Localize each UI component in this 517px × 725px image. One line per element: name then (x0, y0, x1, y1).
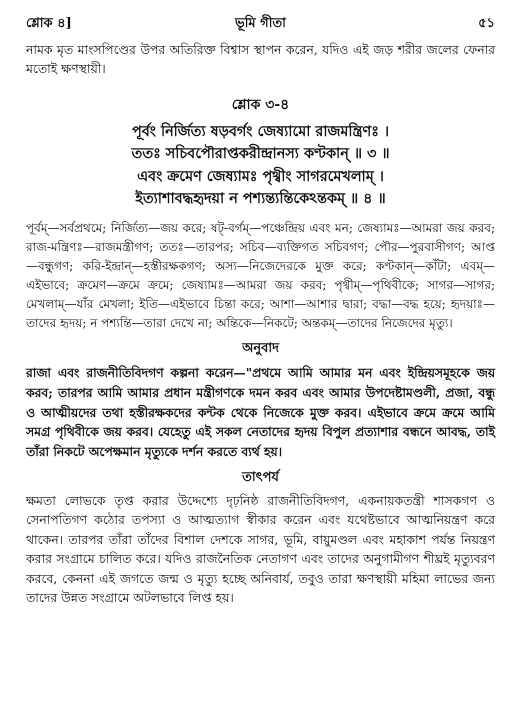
intro-paragraph: নামক মৃত মাংসপিণ্ডের উপর অতিরিক্ত বিশ্বাস স্থাপন করেন, যদিও এই জড় শরীর জলের ফেনার মতোই ক্ষণস্থায়ী। (26, 42, 495, 77)
sanskrit-verse (26, 121, 495, 211)
synonyms-paragraph: পূর্বম্—সর্বপ্রথমে; নির্জিত্য—জয় করে; ষট্-বর্গম্—পঞ্চেন্দ্রিয় এবং মন; জেষ্যামঃ—আমরা জয় করব; রাজ-মন্ত্রিণঃ—রাজমন্ত্রীগণ; ততঃ—তারপর; সচিব—ব্যক্তিগত সচিবগণ; পৌর—পুরবাসীগণ; আপ্ত—বন্ধুগণ; করি-ইন্দ্রান্—হস্তীরক্ষকগণ; অস্য—নিজেদেরকে মুক্ত করে; কণ্টকান্—কাঁটা; এবম্—এইভাবে; ক্রমেণ—ক্রমে ক্রমে; জেষ্যামঃ—আমরা জয় করব; পৃথ্বীম্—পৃথিবীকে; সাগর—সাগর; মেখলাম্—যাঁর মেখলা; ইতি—এইভাবে চিন্তা করে; আশা—আশার দ্বারা; বদ্ধা—বদ্ধ হয়ে; হৃদয়াঃ—তাদের হৃদয়; ন পশ্যন্তি—তারা দেখে না; অন্তিকে—নিকটে; অন্তকম্—তাদের নিজেদের মৃত্যু। (26, 220, 495, 331)
header-chapter-title: ভূমি গীতা (235, 16, 286, 31)
verse-line: এবং ক্রমেণ জেষ্যামঃ পৃথ্বীং সাগরমেখলাম্ । (137, 167, 384, 185)
translation-heading: অনুবাদ (242, 341, 279, 357)
header-verse-reference: শ্লোক ৪] (26, 16, 72, 31)
verse-title: শ্লোক ৩-৪ (231, 96, 290, 113)
page-header (26, 6, 495, 30)
verse-line: পূর্বং নির্জিত্য ষড়বর্গং জেষ্যামো রাজমন্ত্রিণঃ । (131, 122, 390, 140)
header-page-number: ৫১ (478, 16, 495, 31)
purport-paragraph: ক্ষমতা লোভকে তৃপ্ত করার উদ্দেশ্যে দৃঢ়নিষ্ঠ রাজনীতিবিদগণ, একনায়কতন্ত্রী শাসকগণ ও সেনাপতিগণ কঠোর তপস্যা ও আত্মত্যাগ স্বীকার করেন এবং যথেষ্টভাবে আত্মনিয়ন্ত্রণ করে থাকেন। তারপর তাঁরা তাঁদের বিশাল দেশকে সাগর, ভূমি, বায়ুমণ্ডল এবং মহাকাশ পর্যন্ত নিয়ন্ত্রণ করার সংগ্রামে চালিত করে। যদিও রাজনৈতিক নেতাগণ এবং তাদের অনুগামীগণ শীঘ্রই মৃত্যুবরণ করবে, কেননা এই জগতে জন্ম ও মৃত্যু হচ্ছে অনিবার্য, তবুও তারা ক্ষণস্থায়ী মহিমা লাভের জন্য তাদের উন্নত সংগ্রামে অটলভাবে লিপ্ত হয়। (26, 492, 495, 605)
purport-heading: তাৎপর্য (242, 469, 279, 485)
translation-paragraph: রাজা এবং রাজনীতিবিদগণ কল্পনা করেন—"প্রথমে আমি আমার মন এবং ইন্দ্রিয়সমূহকে জয় করব; তারপর আমি আমার প্রধান মন্ত্রীগণকে দমন করব এবং আমার উপদেষ্টামণ্ডলী, প্রজা, বন্ধু ও আত্মীয়দের তথা হস্তীরক্ষকদের কন্টক থেকে নিজেকে মুক্ত করব। এইভাবে ক্রমে ক্রমে আমি সমগ্র পৃথিবীকে জয় করব। যেহেতু এই সকল নেতাদের হৃদয় বিপুল প্রত্যাশার বন্ধনে আবদ্ধ, তাই তাঁরা নিকটে অপেক্ষমান মৃত্যুকে দর্শন করতে ব্যর্থ হয়। (26, 365, 495, 460)
verse-line: ইত্যাশাবদ্ধহৃদয়া ন পশ্যন্ত্যন্তিকেঽন্তকম্ ॥ ৪ ॥ (135, 190, 386, 208)
verse-line: ততঃ সচিবপৌরাপ্তকরীন্দ্রানস্য কণ্টকান্ ॥ ৩ ॥ (131, 145, 390, 163)
